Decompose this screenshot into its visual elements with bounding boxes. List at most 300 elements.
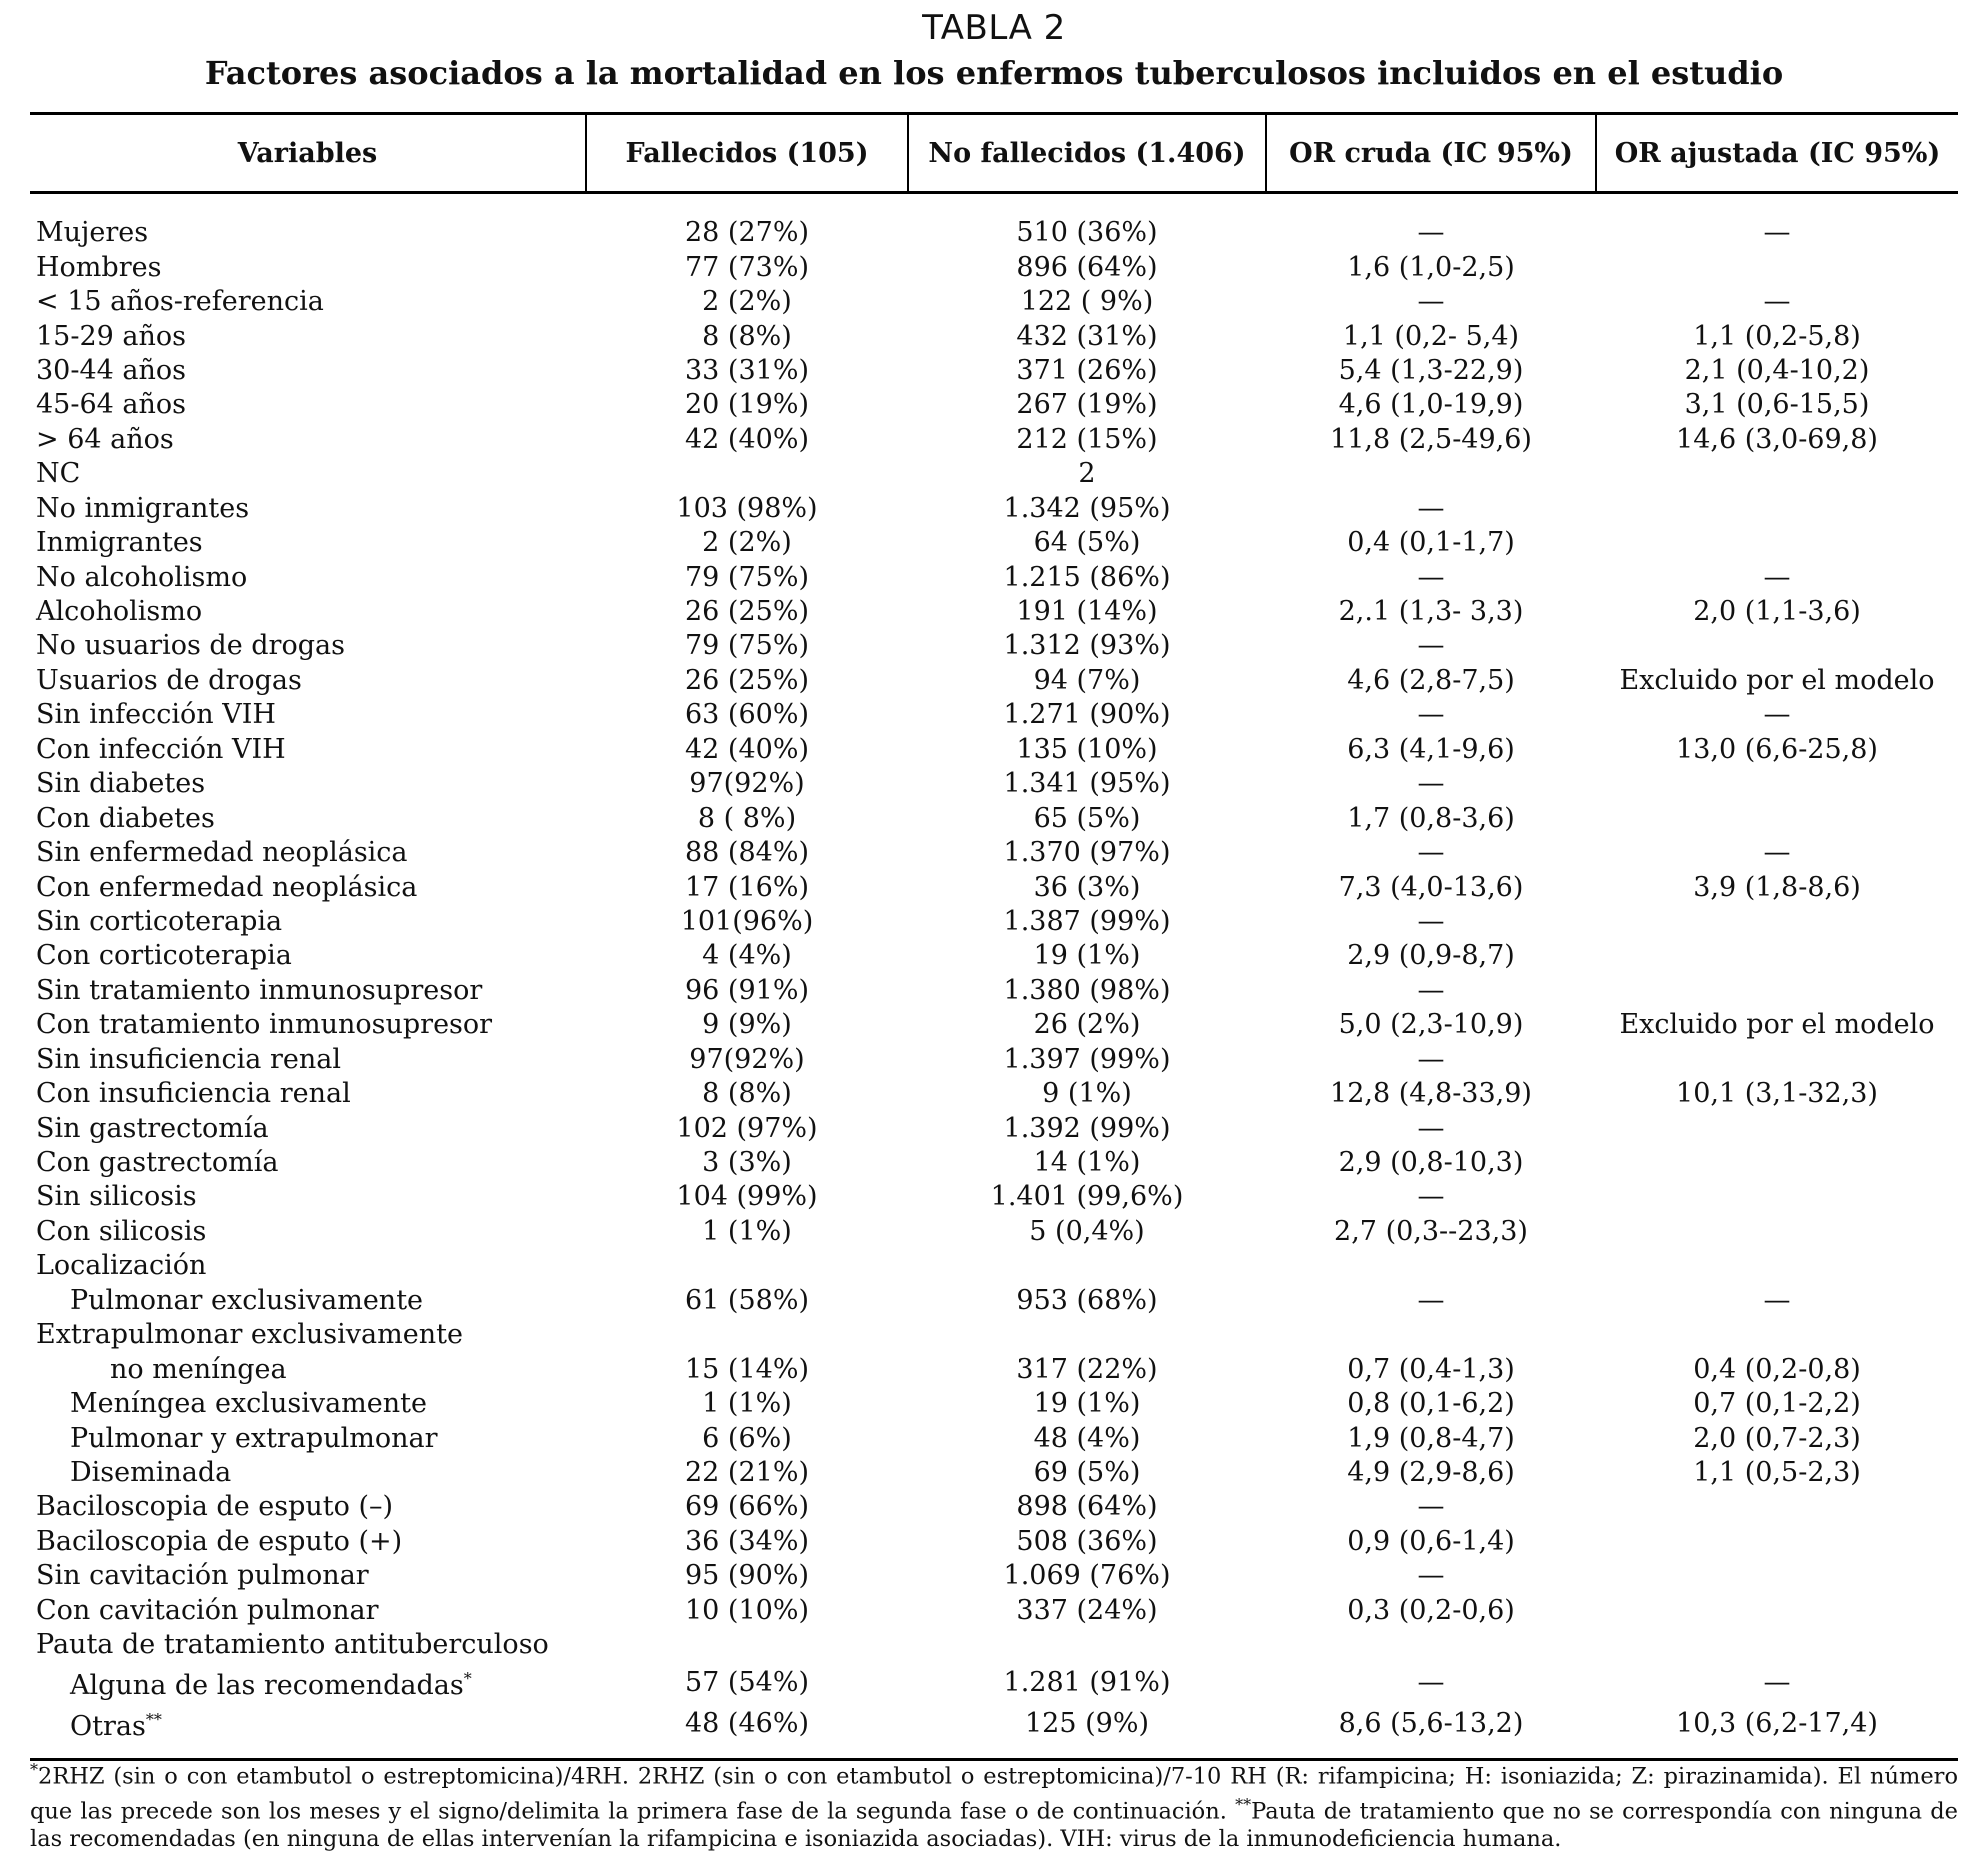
cell-or-cruda — [1266, 767, 1596, 801]
cell-variable — [30, 733, 586, 767]
footnote-marker: * — [463, 1669, 472, 1689]
or-cruda-text: — — [1417, 630, 1445, 662]
table-row — [30, 1111, 1958, 1145]
cell-variable — [30, 1594, 586, 1628]
variable-text: Alcoholismo — [36, 596, 203, 628]
cell-fallecidos — [586, 974, 908, 1008]
or-cruda-text: 1,7 (0,8-3,6) — [1347, 802, 1515, 834]
cell-or-ajustada — [1596, 319, 1958, 353]
table-row — [30, 457, 1958, 491]
cell-or-cruda — [1266, 1180, 1596, 1214]
cell-fallecidos — [586, 1043, 908, 1077]
no-fallecidos-text: 135 (10%) — [1016, 733, 1158, 765]
fallecidos-text: 8 (8%) — [702, 1078, 792, 1110]
no-fallecidos-text: 508 (36%) — [1016, 1525, 1158, 1557]
cell-no-fallecidos — [908, 1456, 1266, 1490]
variable-text: Baciloscopia de esputo (+) — [36, 1525, 403, 1557]
no-fallecidos-text: 371 (26%) — [1016, 354, 1158, 386]
no-fallecidos-text: 337 (24%) — [1016, 1594, 1158, 1626]
no-fallecidos-text: 1.401 (99,6%) — [990, 1181, 1184, 1213]
fallecidos-text: 42 (40%) — [684, 423, 810, 455]
or-ajustada-text: 10,1 (3,1-32,3) — [1676, 1078, 1878, 1110]
fallecidos-text: 20 (19%) — [684, 389, 810, 421]
no-fallecidos-text: 1.342 (95%) — [1003, 492, 1171, 524]
cell-no-fallecidos — [908, 664, 1266, 698]
or-cruda-text: — — [1417, 492, 1445, 524]
table-row — [30, 939, 1958, 973]
table-row — [30, 974, 1958, 1008]
cell-or-cruda — [1266, 1215, 1596, 1249]
cell-variable — [30, 1662, 586, 1703]
cell-variable — [30, 801, 586, 835]
cell-or-ajustada — [1596, 1703, 1958, 1744]
cell-variable — [30, 457, 586, 491]
variable-text: 45-64 años — [36, 389, 187, 421]
no-fallecidos-text: 69 (5%) — [1033, 1456, 1141, 1488]
cell-no-fallecidos — [908, 526, 1266, 560]
no-fallecidos-text: 317 (22%) — [1016, 1353, 1158, 1385]
table-row — [30, 1146, 1958, 1180]
variable-text: Sin infección VIH — [36, 699, 276, 731]
cell-no-fallecidos — [908, 560, 1266, 594]
or-cruda-text: — — [1417, 1491, 1445, 1523]
cell-fallecidos — [586, 457, 908, 491]
table-row — [30, 1077, 1958, 1111]
variable-text: Con insuficiencia renal — [36, 1078, 351, 1110]
variable-text: Con tratamiento inmunosupresor — [36, 1009, 493, 1041]
table-row — [30, 629, 1958, 663]
cell-variable — [30, 250, 586, 284]
or-ajustada-text: — — [1763, 217, 1791, 249]
no-fallecidos-text: 1.370 (97%) — [1003, 837, 1171, 869]
cell-fallecidos — [586, 733, 908, 767]
cell-or-cruda — [1266, 526, 1596, 560]
or-cruda-text: — — [1417, 768, 1445, 800]
cell-or-ajustada — [1596, 1146, 1958, 1180]
or-cruda-text: — — [1417, 699, 1445, 731]
or-ajustada-text: — — [1763, 286, 1791, 318]
or-cruda-text: — — [1417, 1666, 1445, 1698]
or-cruda-text: 5,4 (1,3-22,9) — [1338, 354, 1524, 386]
no-fallecidos-text: 1.380 (98%) — [1003, 974, 1171, 1006]
cell-no-fallecidos — [908, 698, 1266, 732]
cell-variable — [30, 388, 586, 422]
no-fallecidos-text: 94 (7%) — [1033, 664, 1141, 696]
no-fallecidos-text: 1.341 (95%) — [1003, 768, 1171, 800]
cell-or-cruda — [1266, 836, 1596, 870]
variable-text: Meníngea exclusivamente — [70, 1388, 427, 1420]
cell-fallecidos — [586, 1249, 908, 1283]
cell-no-fallecidos — [908, 1077, 1266, 1111]
table-row — [30, 1180, 1958, 1214]
cell-no-fallecidos — [908, 319, 1266, 353]
table-row — [30, 285, 1958, 319]
no-fallecidos-text: 26 (2%) — [1033, 1009, 1141, 1041]
cell-variable — [30, 1077, 586, 1111]
cell-variable — [30, 1008, 586, 1042]
or-cruda-text: — — [1417, 217, 1445, 249]
cell-or-ajustada — [1596, 216, 1958, 250]
cell-variable — [30, 1456, 586, 1490]
footnote-marker: ** — [145, 1710, 162, 1730]
cell-variable — [30, 870, 586, 904]
mortality-factors-table — [30, 112, 1958, 1761]
variable-text: Sin tratamiento inmunosupresor — [36, 974, 483, 1006]
fallecidos-text: 1 (1%) — [702, 1215, 792, 1247]
or-cruda-text: 0,9 (0,6-1,4) — [1347, 1525, 1515, 1557]
cell-fallecidos — [586, 595, 908, 629]
cell-fallecidos — [586, 698, 908, 732]
table-row — [30, 388, 1958, 422]
cell-no-fallecidos — [908, 1628, 1266, 1662]
cell-or-cruda — [1266, 354, 1596, 388]
variable-text: Pauta de tratamiento antituberculoso — [36, 1629, 549, 1661]
cell-no-fallecidos — [908, 354, 1266, 388]
table-row — [30, 1490, 1958, 1524]
variable-text: NC — [36, 458, 81, 490]
or-cruda-text: 2,7 (0,3--23,3) — [1334, 1215, 1528, 1247]
cell-no-fallecidos — [908, 1559, 1266, 1593]
variable-text: No inmigrantes — [36, 492, 250, 524]
cell-or-cruda — [1266, 216, 1596, 250]
or-cruda-text: 4,6 (2,8-7,5) — [1347, 664, 1515, 696]
fallecidos-text: 63 (60%) — [684, 699, 810, 731]
variable-text: Mujeres — [36, 217, 149, 249]
cell-variable — [30, 560, 586, 594]
table-row — [30, 595, 1958, 629]
cell-or-cruda — [1266, 1284, 1596, 1318]
variable-text: Sin insuficiencia renal — [36, 1043, 341, 1075]
cell-fallecidos — [586, 560, 908, 594]
cell-or-cruda — [1266, 1628, 1596, 1662]
cell-fallecidos — [586, 1077, 908, 1111]
variable-text: Extrapulmonar exclusivamente — [36, 1319, 463, 1351]
or-cruda-text: 12,8 (4,8-33,9) — [1330, 1078, 1532, 1110]
or-ajustada-text: 3,1 (0,6-15,5) — [1684, 389, 1870, 421]
cell-fallecidos — [586, 250, 908, 284]
cell-fallecidos — [586, 1284, 908, 1318]
cell-variable — [30, 354, 586, 388]
cell-or-cruda — [1266, 388, 1596, 422]
fallecidos-text: 77 (73%) — [684, 251, 810, 283]
table-row — [30, 1249, 1958, 1283]
no-fallecidos-text: 1.215 (86%) — [1003, 561, 1171, 593]
cell-or-ajustada — [1596, 250, 1958, 284]
cell-no-fallecidos — [908, 939, 1266, 973]
cell-variable — [30, 1421, 586, 1455]
cell-or-cruda — [1266, 560, 1596, 594]
cell-variable — [30, 767, 586, 801]
cell-variable — [30, 1490, 586, 1524]
cell-or-ajustada — [1596, 1008, 1958, 1042]
cell-or-cruda — [1266, 1525, 1596, 1559]
cell-or-ajustada — [1596, 801, 1958, 835]
or-ajustada-text: — — [1763, 1666, 1791, 1698]
cell-fallecidos — [586, 1146, 908, 1180]
cell-variable — [30, 664, 586, 698]
fallecidos-text: 17 (16%) — [684, 871, 810, 903]
cell-fallecidos — [586, 354, 908, 388]
table-row — [30, 1456, 1958, 1490]
or-cruda-text: 0,3 (0,2-0,6) — [1347, 1594, 1515, 1626]
table-row — [30, 1703, 1958, 1744]
cell-fallecidos — [586, 1703, 908, 1744]
cell-no-fallecidos — [908, 423, 1266, 457]
table-label: TABLA 2 — [922, 8, 1066, 48]
variable-text: Con gastrectomía — [36, 1147, 279, 1179]
cell-or-cruda — [1266, 457, 1596, 491]
no-fallecidos-text: 19 (1%) — [1033, 940, 1141, 972]
table-row — [30, 1215, 1958, 1249]
cell-no-fallecidos — [908, 1043, 1266, 1077]
variable-text: Usuarios de drogas — [36, 664, 302, 696]
cell-no-fallecidos — [908, 1215, 1266, 1249]
cell-variable — [30, 905, 586, 939]
table-row — [30, 526, 1958, 560]
table-row — [30, 319, 1958, 353]
cell-no-fallecidos — [908, 457, 1266, 491]
cell-fallecidos — [586, 492, 908, 526]
no-fallecidos-text: 19 (1%) — [1033, 1388, 1141, 1420]
table-row — [30, 1662, 1958, 1703]
cell-or-cruda — [1266, 733, 1596, 767]
cell-fallecidos — [586, 801, 908, 835]
cell-or-ajustada — [1596, 1525, 1958, 1559]
cell-no-fallecidos — [908, 1352, 1266, 1386]
cell-no-fallecidos — [908, 905, 1266, 939]
cell-fallecidos — [586, 1559, 908, 1593]
cell-or-ajustada — [1596, 1318, 1958, 1352]
cell-or-ajustada — [1596, 1387, 1958, 1421]
table-row — [30, 1628, 1958, 1662]
variable-text: Con silicosis — [36, 1215, 207, 1247]
cell-or-cruda — [1266, 1594, 1596, 1628]
cell-no-fallecidos — [908, 1008, 1266, 1042]
fallecidos-text: 1 (1%) — [702, 1388, 792, 1420]
fallecidos-text: 48 (46%) — [684, 1707, 810, 1739]
or-ajustada-text: 3,9 (1,8-8,6) — [1693, 871, 1861, 903]
no-fallecidos-text: 510 (36%) — [1016, 217, 1158, 249]
table-row — [30, 492, 1958, 526]
no-fallecidos-text: 1.312 (93%) — [1003, 630, 1171, 662]
cell-or-cruda — [1266, 595, 1596, 629]
cell-fallecidos — [586, 1352, 908, 1386]
cell-variable — [30, 836, 586, 870]
variable-text: Con diabetes — [36, 802, 215, 834]
fallecidos-text: 10 (10%) — [684, 1594, 810, 1626]
fallecidos-text: 26 (25%) — [684, 596, 810, 628]
no-fallecidos-text: 953 (68%) — [1016, 1284, 1158, 1316]
cell-no-fallecidos — [908, 836, 1266, 870]
cell-variable — [30, 1352, 586, 1386]
no-fallecidos-text: 1.387 (99%) — [1003, 905, 1171, 937]
or-ajustada-text: Excluido por el modelo — [1619, 664, 1935, 696]
table-row — [30, 1559, 1958, 1593]
cell-or-ajustada — [1596, 836, 1958, 870]
header-no-fallecidos: No fallecidos (1.406) — [908, 114, 1266, 193]
variable-text: Sin enfermedad neoplásica — [36, 837, 408, 869]
or-cruda-text: 7,3 (4,0-13,6) — [1338, 871, 1524, 903]
cell-fallecidos — [586, 664, 908, 698]
cell-fallecidos — [586, 1008, 908, 1042]
variable-text: 15-29 años — [36, 320, 187, 352]
no-fallecidos-text: 2 — [1078, 458, 1096, 490]
or-ajustada-text: 2,1 (0,4-10,2) — [1684, 354, 1870, 386]
or-ajustada-text: 2,0 (0,7-2,3) — [1693, 1422, 1861, 1454]
cell-no-fallecidos — [908, 1525, 1266, 1559]
cell-or-ajustada — [1596, 905, 1958, 939]
table-row — [30, 560, 1958, 594]
table-row — [30, 905, 1958, 939]
cell-variable — [30, 939, 586, 973]
variable-text: < 15 años-referencia — [36, 286, 324, 318]
or-cruda-text: — — [1417, 1560, 1445, 1592]
fallecidos-text: 8 (8%) — [702, 320, 792, 352]
fallecidos-text: 4 (4%) — [702, 940, 792, 972]
no-fallecidos-text: 48 (4%) — [1033, 1422, 1141, 1454]
variable-text: Con enfermedad neoplásica — [36, 871, 418, 903]
cell-no-fallecidos — [908, 1284, 1266, 1318]
table-title: Factores asociados a la mortalidad en los enfermos tuberculosos incluidos en el estudio — [204, 54, 1784, 92]
cell-or-ajustada — [1596, 492, 1958, 526]
cell-fallecidos — [586, 1111, 908, 1145]
cell-or-cruda — [1266, 629, 1596, 663]
cell-variable — [30, 1559, 586, 1593]
cell-or-cruda — [1266, 1559, 1596, 1593]
cell-fallecidos — [586, 216, 908, 250]
cell-or-cruda — [1266, 492, 1596, 526]
cell-or-cruda — [1266, 1387, 1596, 1421]
fallecidos-text: 101(96%) — [680, 905, 814, 937]
variable-text: Con corticoterapia — [36, 940, 292, 972]
or-ajustada-text: 14,6 (3,0-69,8) — [1676, 423, 1878, 455]
no-fallecidos-text: 1.069 (76%) — [1003, 1560, 1171, 1592]
cell-or-ajustada — [1596, 388, 1958, 422]
cell-or-ajustada — [1596, 1249, 1958, 1283]
cell-variable — [30, 698, 586, 732]
footnote-mark-1: * — [30, 1760, 38, 1779]
table-row — [30, 870, 1958, 904]
cell-or-ajustada — [1596, 526, 1958, 560]
or-cruda-text: — — [1417, 286, 1445, 318]
or-ajustada-text: — — [1763, 837, 1791, 869]
cell-or-ajustada — [1596, 285, 1958, 319]
cell-variable — [30, 492, 586, 526]
cell-or-ajustada — [1596, 1352, 1958, 1386]
cell-no-fallecidos — [908, 388, 1266, 422]
fallecidos-text: 57 (54%) — [684, 1666, 810, 1698]
no-fallecidos-text: 212 (15%) — [1016, 423, 1158, 455]
cell-or-ajustada — [1596, 1421, 1958, 1455]
or-ajustada-text: 2,0 (1,1-3,6) — [1693, 596, 1861, 628]
header-fallecidos: Fallecidos (105) — [586, 114, 908, 193]
cell-or-cruda — [1266, 1662, 1596, 1703]
footnote — [30, 1756, 1958, 1853]
or-ajustada-text: 1,1 (0,5-2,3) — [1693, 1456, 1861, 1488]
cell-or-ajustada — [1596, 457, 1958, 491]
cell-fallecidos — [586, 1387, 908, 1421]
variable-text: 30-44 años — [36, 354, 187, 386]
or-cruda-text: — — [1417, 1112, 1445, 1144]
no-fallecidos-text: 267 (19%) — [1016, 389, 1158, 421]
cell-variable — [30, 595, 586, 629]
no-fallecidos-text: 14 (1%) — [1033, 1147, 1141, 1179]
variable-text: Alguna de las recomendadas — [70, 1670, 464, 1702]
fallecidos-text: 2 (2%) — [702, 286, 792, 318]
table-row — [30, 1043, 1958, 1077]
cell-no-fallecidos — [908, 629, 1266, 663]
cell-no-fallecidos — [908, 1594, 1266, 1628]
cell-or-ajustada — [1596, 1628, 1958, 1662]
cell-or-cruda — [1266, 1456, 1596, 1490]
or-cruda-text: — — [1417, 561, 1445, 593]
cell-no-fallecidos — [908, 216, 1266, 250]
cell-variable — [30, 974, 586, 1008]
cell-or-cruda — [1266, 1352, 1596, 1386]
table-row — [30, 698, 1958, 732]
or-cruda-text: 8,6 (5,6-13,2) — [1338, 1707, 1524, 1739]
cell-or-ajustada — [1596, 664, 1958, 698]
cell-or-ajustada — [1596, 1180, 1958, 1214]
cell-or-cruda — [1266, 1111, 1596, 1145]
no-fallecidos-text: 896 (64%) — [1016, 251, 1158, 283]
cell-variable — [30, 1180, 586, 1214]
or-cruda-text: 0,4 (0,1-1,7) — [1347, 527, 1515, 559]
or-cruda-text: — — [1417, 1043, 1445, 1075]
variable-text: Con infección VIH — [36, 733, 286, 765]
fallecidos-text: 9 (9%) — [702, 1009, 792, 1041]
cell-no-fallecidos — [908, 492, 1266, 526]
cell-fallecidos — [586, 319, 908, 353]
cell-or-ajustada — [1596, 1077, 1958, 1111]
table-row — [30, 1352, 1958, 1386]
cell-no-fallecidos — [908, 733, 1266, 767]
cell-or-cruda — [1266, 870, 1596, 904]
fallecidos-text: 22 (21%) — [684, 1456, 810, 1488]
cell-fallecidos — [586, 285, 908, 319]
fallecidos-text: 36 (34%) — [684, 1525, 810, 1557]
variable-text: Pulmonar y extrapulmonar — [70, 1422, 438, 1454]
variable-text: No usuarios de drogas — [36, 630, 345, 662]
cell-no-fallecidos — [908, 1249, 1266, 1283]
table-row — [30, 836, 1958, 870]
fallecidos-text: 79 (75%) — [684, 630, 810, 662]
fallecidos-text: 6 (6%) — [702, 1422, 792, 1454]
or-cruda-text: 11,8 (2,5-49,6) — [1330, 423, 1532, 455]
cell-fallecidos — [586, 1215, 908, 1249]
or-cruda-text: 1,9 (0,8-4,7) — [1347, 1422, 1515, 1454]
cell-no-fallecidos — [908, 767, 1266, 801]
fallecidos-text: 15 (14%) — [684, 1353, 810, 1385]
cell-or-cruda — [1266, 285, 1596, 319]
header-or-cruda: OR cruda (IC 95%) — [1266, 114, 1596, 193]
cell-or-ajustada — [1596, 354, 1958, 388]
or-cruda-text: — — [1417, 1181, 1445, 1213]
fallecidos-text: 28 (27%) — [684, 217, 810, 249]
table-row — [30, 1008, 1958, 1042]
footnote-text-2: Pauta de tratamiento que no se correspondía con ninguna de las recomendadas (en ninguna de ellas intervenían la rifampicina e isoniazida asociadas). VIH: virus de la inmunodeficiencia humana. — [30, 1798, 1959, 1852]
table-row — [30, 733, 1958, 767]
no-fallecidos-text: 432 (31%) — [1016, 320, 1158, 352]
fallecidos-text: 104 (99%) — [676, 1181, 818, 1213]
cell-fallecidos — [586, 629, 908, 663]
cell-variable — [30, 285, 586, 319]
cell-or-ajustada — [1596, 1284, 1958, 1318]
no-fallecidos-text: 1.397 (99%) — [1003, 1043, 1171, 1075]
no-fallecidos-text: 36 (3%) — [1033, 871, 1141, 903]
fallecidos-text: 103 (98%) — [676, 492, 818, 524]
table-body — [30, 193, 1958, 1760]
